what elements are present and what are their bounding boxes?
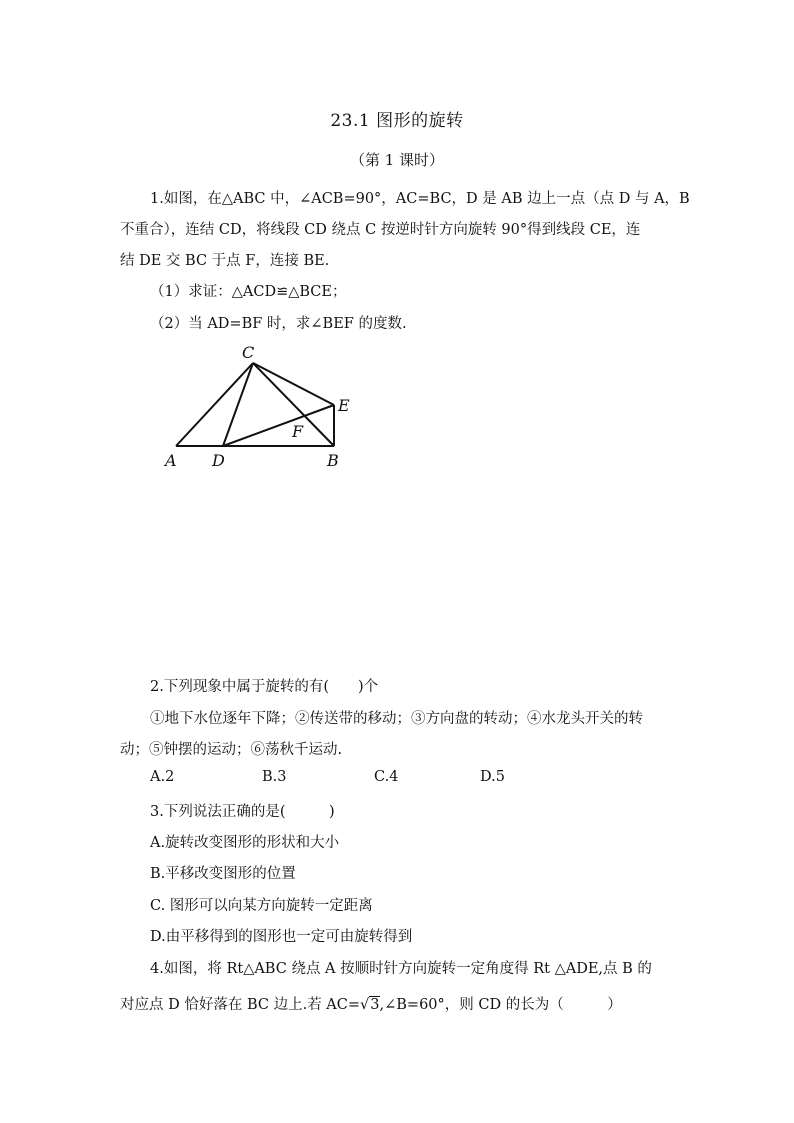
q4-line-2 <box>120 993 680 1014</box>
label-e: E <box>338 396 350 415</box>
label-f: F <box>292 422 304 441</box>
q2-line-1: ①地下水位逐年下降；②传送带的移动；③方向盘的转动；④水龙头开关的转 <box>150 711 643 727</box>
sqrt-symbol: √ <box>360 997 370 1013</box>
q3-stem: 3.下列说法正确的是( ) <box>150 804 335 820</box>
q1-line-2: 不重合），连结 CD，将线段 CD 绕点 C 按逆时针方向旋转 90°得到线段 CE，连 <box>120 222 641 238</box>
sqrt-radicand: 3 <box>370 997 380 1013</box>
q2-option-a: A.2 <box>150 769 175 785</box>
q2-option-c: C.4 <box>374 769 399 785</box>
segment-cd <box>223 363 253 446</box>
q1-line-1: 1.如图，在△ABC 中，∠ACB=90°，AC=BC，D 是 AB 边上一点（点 D 与 A，B <box>150 191 690 207</box>
q2-option-b: B.3 <box>262 769 287 785</box>
q3-option-a: A.旋转改变图形的形状和大小 <box>150 835 340 851</box>
label-a: A <box>165 451 177 470</box>
q2-stem: 2.下列现象中属于旋转的有( )个 <box>150 679 379 695</box>
page-subtitle: （第 1 课时） <box>349 151 445 169</box>
label-d: D <box>212 451 225 470</box>
q2-option-d: D.5 <box>480 769 505 785</box>
q4-line-1: 4.如图，将 Rt△ABC 绕点 A 按顺时针方向旋转一定角度得 Rt △ADE,点 B 的 <box>150 961 652 977</box>
sqrt-expression <box>360 997 379 1013</box>
label-c: C <box>242 343 255 362</box>
q2-line-2: 动；⑤钟摆的运动；⑥荡秋千运动. <box>120 742 343 758</box>
segment-ce <box>253 363 334 405</box>
q1-line-3: 结 DE 交 BC 于点 F，连接 BE. <box>120 253 330 269</box>
q3-option-b: B.平移改变图形的位置 <box>150 866 296 882</box>
q3-option-d: D.由平移得到的图形也一定可由旋转得到 <box>150 929 413 945</box>
q4-line-2-end: ,∠B=60°，则 CD 的长为（ ） <box>379 997 622 1013</box>
label-b: B <box>327 451 339 470</box>
segment-de <box>223 405 334 446</box>
q3-option-c: C. 图形可以向某方向旋转一定距离 <box>150 898 373 914</box>
q1-part-2: （2）当 AD=BF 时，求∠BEF 的度数. <box>150 316 407 332</box>
page-title: 23.1 图形的旋转 <box>330 111 464 131</box>
q4-line-2-start: 对应点 D 恰好落在 BC 边上.若 AC= <box>120 997 361 1013</box>
segment-ac <box>176 363 253 446</box>
q1-part-1: （1）求证：△ACD≌△BCE； <box>150 284 347 300</box>
